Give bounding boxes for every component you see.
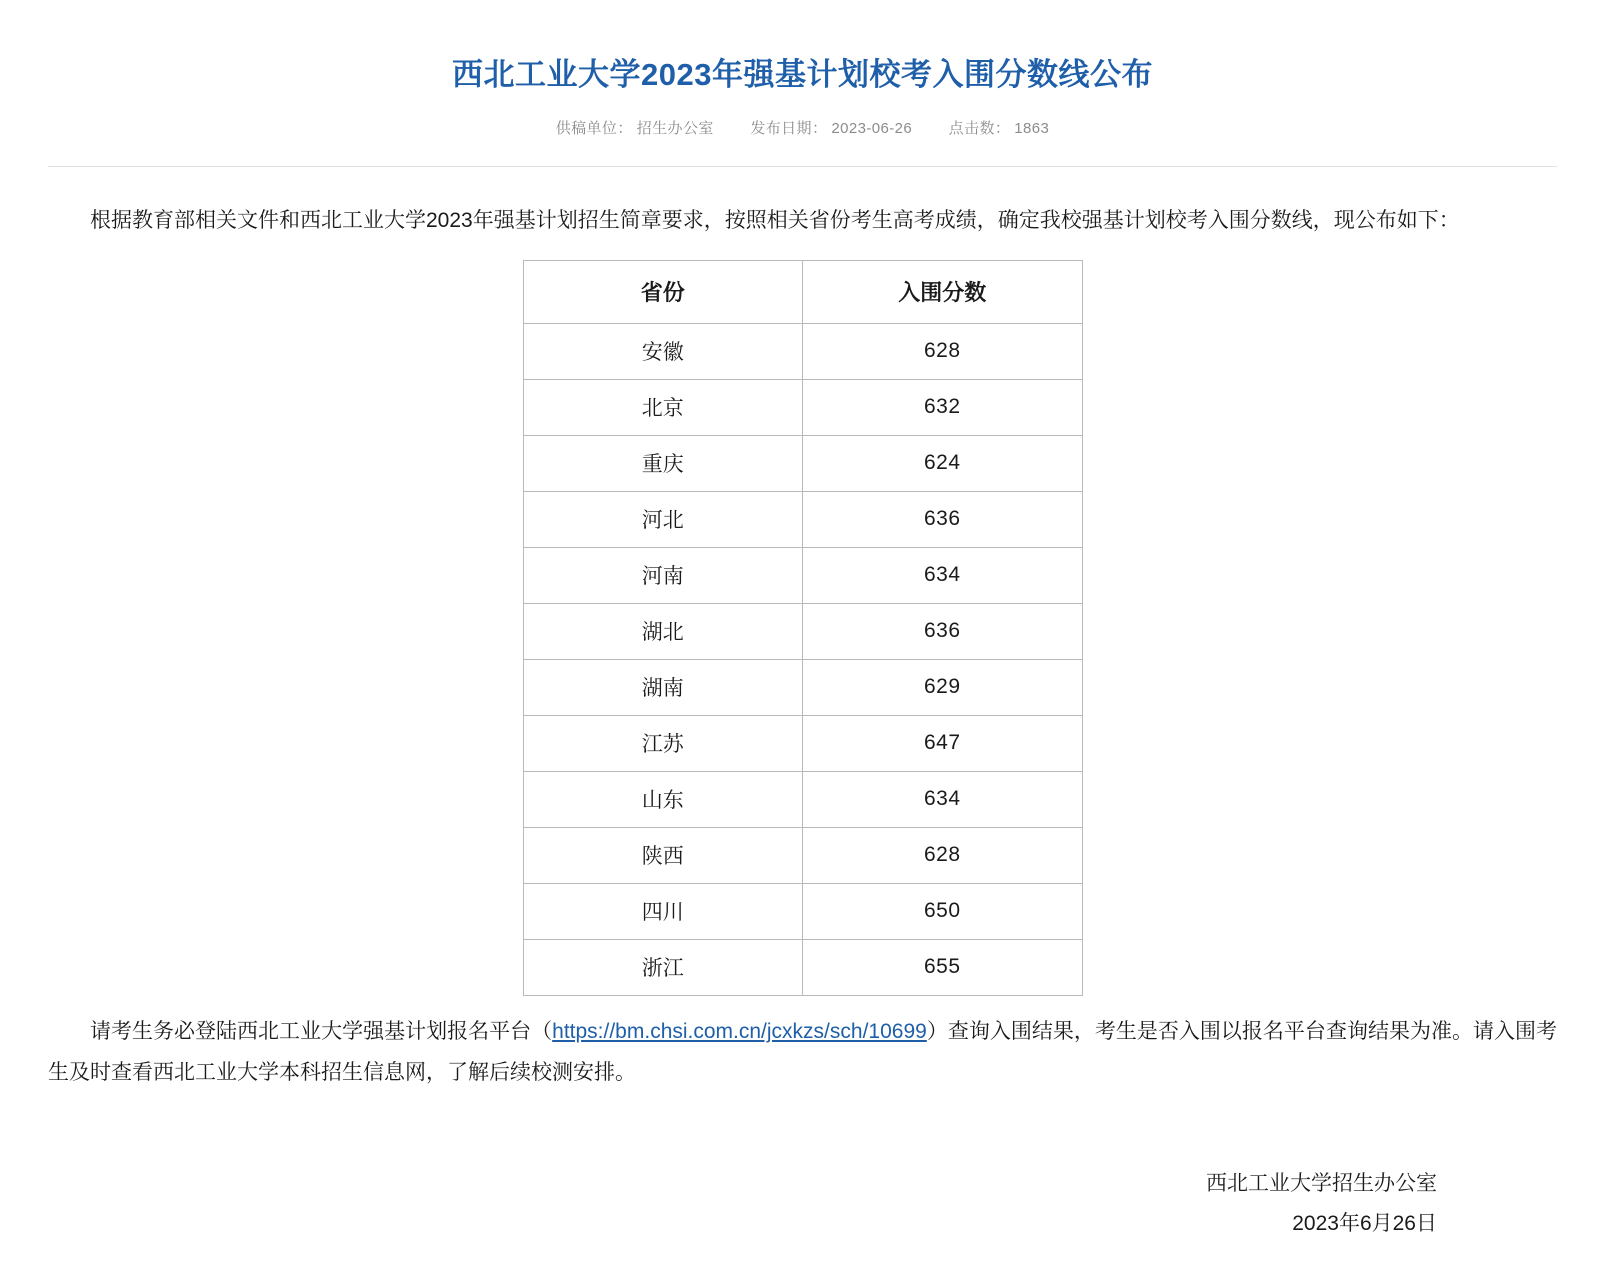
cell-province: 江苏 [523, 715, 803, 771]
table-row [523, 435, 1082, 491]
article-content [0, 201, 1605, 1284]
article-meta [0, 117, 1605, 138]
signature-date: 2023年6月26日 [1292, 1211, 1437, 1235]
cell-score: 632 [803, 379, 1083, 435]
cell-score: 634 [803, 547, 1083, 603]
header-divider [48, 166, 1557, 167]
cell-score: 650 [803, 883, 1083, 939]
cell-province: 河北 [523, 491, 803, 547]
meta-views [949, 117, 1050, 138]
table-row [523, 491, 1082, 547]
cell-province: 重庆 [523, 435, 803, 491]
score-table [523, 260, 1083, 996]
meta-date-label: 发布日期： [750, 119, 828, 137]
signature-block [48, 1164, 1557, 1284]
intro-paragraph: 根据教育部相关文件和西北工业大学2023年强基计划招生简章要求，按照相关省份考生高考成绩，确定我校强基计划校考入围分数线，现公布如下： [90, 208, 1460, 232]
signature-org: 西北工业大学招生办公室 [1206, 1171, 1437, 1195]
closing-paragraph [48, 1012, 1557, 1094]
cell-score: 634 [803, 771, 1083, 827]
cell-score: 647 [803, 715, 1083, 771]
cell-province: 陕西 [523, 827, 803, 883]
cell-score: 628 [803, 323, 1083, 379]
table-row [523, 379, 1082, 435]
meta-source [556, 117, 714, 138]
table-row [523, 323, 1082, 379]
cell-province: 湖北 [523, 603, 803, 659]
table-row [523, 603, 1082, 659]
article-page [0, 21, 1605, 1284]
closing-text-after-link: ）查询入围结果，考生是否入围以报名平台查询结果为准。请入围考生及时查看西北工业大学本科招生信息网，了解后续校测安排。 [48, 1019, 1558, 1084]
cell-province: 山东 [523, 771, 803, 827]
table-row [523, 715, 1082, 771]
meta-views-label: 点击数： [948, 119, 1011, 137]
cell-score: 628 [803, 827, 1083, 883]
table-row [523, 827, 1082, 883]
page-title: 西北工业大学2023年强基计划校考入围分数线公布 [452, 56, 1153, 92]
score-table-body [523, 323, 1082, 995]
meta-publish-date [750, 117, 912, 138]
meta-date-value: 2023-06-26 [831, 119, 913, 137]
table-row [523, 939, 1082, 995]
cell-score: 655 [803, 939, 1083, 995]
cell-province: 湖南 [523, 659, 803, 715]
cell-province: 河南 [523, 547, 803, 603]
closing-text-before-link: 请考生务必登陆西北工业大学强基计划报名平台（ [90, 1019, 553, 1043]
cell-score: 636 [803, 603, 1083, 659]
table-row [523, 771, 1082, 827]
cell-province: 安徽 [523, 323, 803, 379]
cell-province: 四川 [523, 883, 803, 939]
meta-views-value: 1863 [1014, 119, 1050, 137]
table-row [523, 547, 1082, 603]
score-table-wrapper [48, 260, 1557, 996]
meta-source-label: 供稿单位： [555, 119, 633, 137]
cell-province: 北京 [523, 379, 803, 435]
table-row [523, 883, 1082, 939]
score-table-head [523, 260, 1082, 323]
column-header-province: 省份 [523, 260, 803, 323]
cell-score: 624 [803, 435, 1083, 491]
cell-score: 636 [803, 491, 1083, 547]
meta-source-value: 招生办公室 [636, 119, 714, 137]
cell-score: 629 [803, 659, 1083, 715]
registration-platform-link[interactable]: https://bm.chsi.com.cn/jcxkzs/sch/10699 [552, 1019, 927, 1043]
column-header-score: 入围分数 [803, 260, 1083, 323]
cell-province: 浙江 [523, 939, 803, 995]
table-row [523, 659, 1082, 715]
table-header-row [523, 260, 1082, 323]
